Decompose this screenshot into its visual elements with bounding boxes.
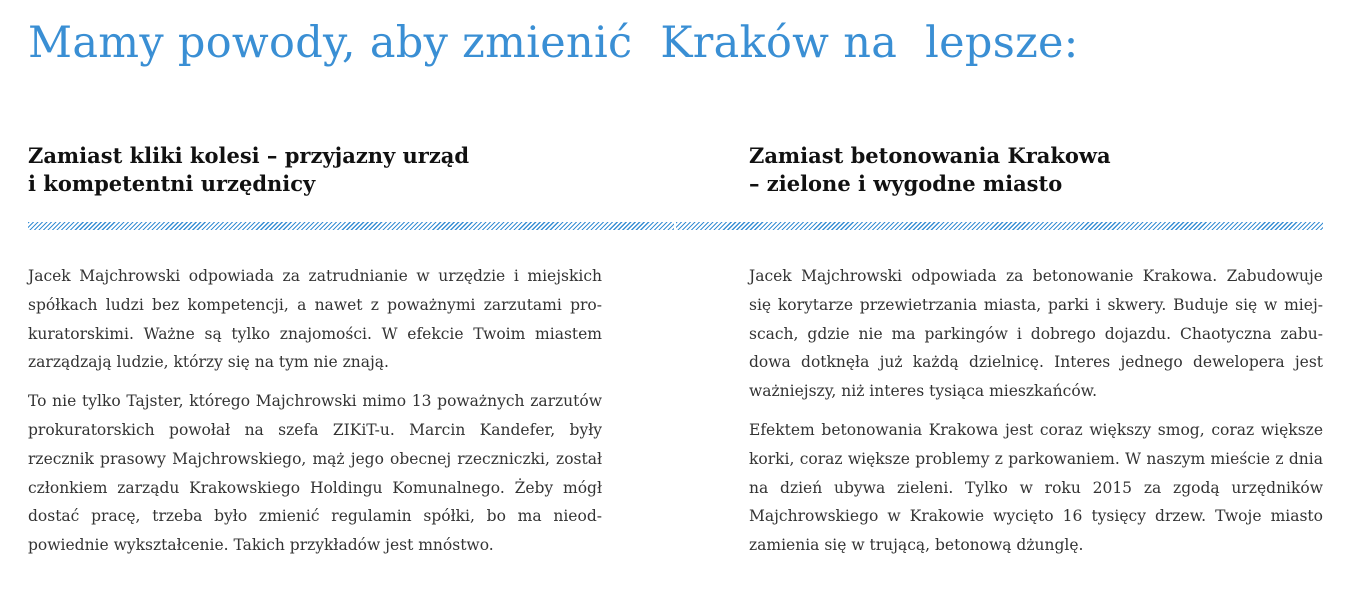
left-column-header xyxy=(28,142,674,198)
left-heading-line-1: Zamiast kliki kolesi – przyjazny urząd xyxy=(28,143,470,168)
right-column-body xyxy=(749,262,1323,570)
page-title: Mamy powody, aby zmienić Kraków na lepsze: xyxy=(28,18,1079,68)
left-paragraph: Jacek Majchrowski odpowiada za zatrudnianie w urzędzie i miejskich spółkach ludzi bez kompetencji, a nawet z poważnymi zarzutami prokuratorskimi. Ważne są tylko znajomości. W efekcie Twoim miastem zarządzają ludzie, którzy się na tym nie znają. xyxy=(28,267,602,372)
right-paragraph: Jacek Majchrowski odpowiada za betonowanie Krakowa. Zabudowuje się korytarze przewietrzania miasta, parki i skwery. Buduje się w miejscach, gdzie nie ma parkingów i dobrego dojazdu. Chaotyczna zabudowa dotknęła już każdą dzielnicę. Interes jednego dewelopera jest ważniejszy, niż interes tysiąca mieszkańców. xyxy=(749,267,1323,401)
left-heading-line-2: i kompetentni urzędnicy xyxy=(28,171,316,196)
left-hatched-divider xyxy=(28,222,674,230)
right-paragraph: Efektem betonowania Krakowa jest coraz większy smog, coraz większe korki, coraz większe problemy z parkowaniem. W naszym mieście z dnia na dzień ubywa zieleni. Tylko w roku 2015 za zgodą urzędników Majchrowskiego w Krakowie wycięto 16 tysięcy drzew. Twoje miasto zamienia się w trującą, betonową dżunglę. xyxy=(749,420,1323,555)
left-column-body xyxy=(28,262,602,570)
right-column-header xyxy=(749,142,1323,198)
right-hatched-divider xyxy=(676,222,1323,230)
right-heading-line-2: – zielone i wygodne miasto xyxy=(749,171,1063,196)
left-column-heading xyxy=(28,142,674,198)
left-paragraph: To nie tylko Tajster, którego Majchrowski mimo 13 poważnych zarzutów prokuratorskich powołał na szefa ZIKiT-u. Marcin Kandefer, były rzecznik prasowy Majchrowskiego, mąż jego obecnej rzeczniczki, został członkiem zarządu Krakowskiego Holdingu Komunalnego. Żeby mógł dostać pracę, trzeba było zmienić regulamin spółki, bo ma nieodpowiednie wykształcenie. Takich przykładów jest mnóstwo. xyxy=(28,392,602,555)
right-heading-line-1: Zamiast betonowania Krakowa xyxy=(749,143,1111,168)
right-column-heading xyxy=(749,142,1323,198)
